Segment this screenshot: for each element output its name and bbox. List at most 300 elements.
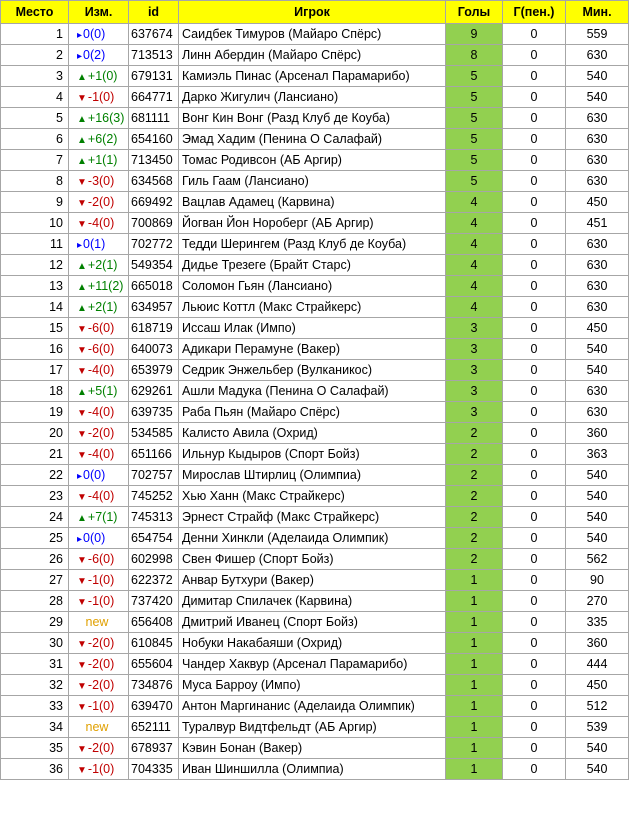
- cell-player[interactable]: Томас Родивсон (АБ Аргир): [179, 150, 446, 171]
- change-value: new: [85, 615, 109, 629]
- cell-place[interactable]: 9: [1, 192, 69, 213]
- cell-penalty-goals[interactable]: 0: [503, 381, 566, 402]
- cell-player[interactable]: Соломон Гьян (Лансиано): [179, 276, 446, 297]
- change-value: +7(1): [87, 510, 118, 524]
- cell-player[interactable]: Димитар Спилачек (Карвина): [179, 591, 446, 612]
- cell-place[interactable]: 4: [1, 87, 69, 108]
- cell-minutes[interactable]: 540: [566, 66, 629, 87]
- cell-player[interactable]: Муса Барроу (Импо): [179, 675, 446, 696]
- cell-player[interactable]: Ильнур Кыдыров (Спорт Бойз): [179, 444, 446, 465]
- change-value: -6(0): [87, 552, 115, 566]
- change-value: +2(1): [87, 258, 118, 272]
- cell-place[interactable]: 13: [1, 276, 69, 297]
- cell-change[interactable]: [69, 423, 129, 444]
- cell-change[interactable]: [69, 654, 129, 675]
- cell-place[interactable]: 31: [1, 654, 69, 675]
- cell-goals[interactable]: 1: [446, 570, 503, 591]
- cell-penalty-goals[interactable]: 0: [503, 759, 566, 780]
- cell-change[interactable]: [69, 129, 129, 150]
- cell-goals[interactable]: 1: [446, 633, 503, 654]
- cell-penalty-goals[interactable]: 0: [503, 738, 566, 759]
- cell-penalty-goals[interactable]: 0: [503, 255, 566, 276]
- cell-minutes[interactable]: 630: [566, 381, 629, 402]
- cell-place[interactable]: 35: [1, 738, 69, 759]
- cell-place[interactable]: 22: [1, 465, 69, 486]
- cell-place[interactable]: 23: [1, 486, 69, 507]
- cell-player[interactable]: Вацлав Адамец (Карвина): [179, 192, 446, 213]
- cell-id[interactable]: 549354: [129, 255, 179, 276]
- table-row: [1, 381, 629, 402]
- arrow-down-icon: ▼: [77, 744, 87, 755]
- arrow-down-icon: ▼: [77, 366, 87, 377]
- cell-change[interactable]: [69, 108, 129, 129]
- cell-goals[interactable]: 1: [446, 654, 503, 675]
- cell-penalty-goals[interactable]: 0: [503, 66, 566, 87]
- cell-minutes[interactable]: 630: [566, 108, 629, 129]
- cell-player[interactable]: Льюис Коттл (Макс Страйкерс): [179, 297, 446, 318]
- cell-place[interactable]: 7: [1, 150, 69, 171]
- cell-id[interactable]: 655604: [129, 654, 179, 675]
- cell-id[interactable]: 664771: [129, 87, 179, 108]
- cell-place[interactable]: 3: [1, 66, 69, 87]
- cell-goals[interactable]: 3: [446, 381, 503, 402]
- cell-minutes[interactable]: 540: [566, 465, 629, 486]
- cell-player[interactable]: Дарко Жигулич (Лансиано): [179, 87, 446, 108]
- cell-goals[interactable]: 2: [446, 465, 503, 486]
- cell-player[interactable]: Свен Фишер (Спорт Бойз): [179, 549, 446, 570]
- cell-minutes[interactable]: 335: [566, 612, 629, 633]
- cell-change[interactable]: [69, 24, 129, 45]
- cell-penalty-goals[interactable]: 0: [503, 570, 566, 591]
- cell-penalty-goals[interactable]: 0: [503, 360, 566, 381]
- cell-minutes[interactable]: 540: [566, 528, 629, 549]
- cell-minutes[interactable]: 450: [566, 318, 629, 339]
- arrow-down-icon: ▼: [77, 681, 87, 692]
- cell-id[interactable]: 665018: [129, 276, 179, 297]
- cell-minutes[interactable]: 630: [566, 171, 629, 192]
- cell-goals[interactable]: 2: [446, 444, 503, 465]
- cell-place[interactable]: 21: [1, 444, 69, 465]
- change-value: -4(0): [87, 447, 115, 461]
- cell-goals[interactable]: 5: [446, 129, 503, 150]
- arrow-down-icon: ▼: [77, 555, 87, 566]
- cell-place[interactable]: 10: [1, 213, 69, 234]
- cell-change[interactable]: [69, 234, 129, 255]
- cell-change[interactable]: [69, 570, 129, 591]
- cell-change[interactable]: [69, 297, 129, 318]
- cell-player[interactable]: Хью Ханн (Макс Страйкерс): [179, 486, 446, 507]
- cell-goals[interactable]: 5: [446, 66, 503, 87]
- cell-penalty-goals[interactable]: 0: [503, 276, 566, 297]
- cell-change[interactable]: [69, 255, 129, 276]
- cell-id[interactable]: 656408: [129, 612, 179, 633]
- cell-place[interactable]: 27: [1, 570, 69, 591]
- cell-change[interactable]: [69, 633, 129, 654]
- cell-id[interactable]: 652111: [129, 717, 179, 738]
- cell-minutes[interactable]: 540: [566, 759, 629, 780]
- cell-penalty-goals[interactable]: 0: [503, 150, 566, 171]
- cell-change[interactable]: [69, 528, 129, 549]
- cell-minutes[interactable]: 630: [566, 45, 629, 66]
- change-value: 0(0): [83, 468, 106, 482]
- cell-player[interactable]: Чандер Хаквур (Арсенал Парамарибо): [179, 654, 446, 675]
- cell-minutes[interactable]: 630: [566, 129, 629, 150]
- cell-player[interactable]: Анвар Бутхури (Вакер): [179, 570, 446, 591]
- cell-penalty-goals[interactable]: 0: [503, 465, 566, 486]
- cell-id[interactable]: 734876: [129, 675, 179, 696]
- table-row: [1, 108, 629, 129]
- cell-minutes[interactable]: 562: [566, 549, 629, 570]
- cell-place[interactable]: 1: [1, 24, 69, 45]
- cell-id[interactable]: 679131: [129, 66, 179, 87]
- cell-change[interactable]: [69, 318, 129, 339]
- cell-player[interactable]: Иссаш Илак (Импо): [179, 318, 446, 339]
- cell-minutes[interactable]: 540: [566, 507, 629, 528]
- cell-player[interactable]: Антон Маргинанис (Аделаида Олимпик): [179, 696, 446, 717]
- cell-minutes[interactable]: 539: [566, 717, 629, 738]
- cell-id[interactable]: 681111: [129, 108, 179, 129]
- cell-id[interactable]: 637674: [129, 24, 179, 45]
- cell-change[interactable]: [69, 465, 129, 486]
- cell-id[interactable]: 602998: [129, 549, 179, 570]
- cell-place[interactable]: 20: [1, 423, 69, 444]
- cell-place[interactable]: 24: [1, 507, 69, 528]
- cell-penalty-goals[interactable]: 0: [503, 129, 566, 150]
- cell-minutes[interactable]: 450: [566, 192, 629, 213]
- header-goals[interactable]: Голы: [446, 1, 503, 24]
- cell-minutes[interactable]: 540: [566, 360, 629, 381]
- table-row: [1, 738, 629, 759]
- table-row: [1, 129, 629, 150]
- cell-penalty-goals[interactable]: 0: [503, 675, 566, 696]
- cell-id[interactable]: 737420: [129, 591, 179, 612]
- cell-player[interactable]: Йогван Йон Норoберг (АБ Аргир): [179, 213, 446, 234]
- cell-goals[interactable]: 4: [446, 276, 503, 297]
- cell-penalty-goals[interactable]: 0: [503, 654, 566, 675]
- table-row: [1, 675, 629, 696]
- cell-goals[interactable]: 9: [446, 24, 503, 45]
- cell-player[interactable]: Дидье Трезеге (Брайт Старс): [179, 255, 446, 276]
- cell-player[interactable]: Саидбек Тимуров (Майаро Спёрс): [179, 24, 446, 45]
- cell-change[interactable]: [69, 549, 129, 570]
- cell-id[interactable]: 629261: [129, 381, 179, 402]
- change-value: -1(0): [87, 573, 115, 587]
- cell-change[interactable]: [69, 276, 129, 297]
- cell-goals[interactable]: 3: [446, 318, 503, 339]
- cell-place[interactable]: 2: [1, 45, 69, 66]
- table-row: [1, 528, 629, 549]
- cell-place[interactable]: 26: [1, 549, 69, 570]
- cell-place[interactable]: 12: [1, 255, 69, 276]
- cell-change[interactable]: [69, 171, 129, 192]
- change-value: +5(1): [87, 384, 118, 398]
- cell-place[interactable]: 16: [1, 339, 69, 360]
- cell-player[interactable]: Калисто Авила (Охрид): [179, 423, 446, 444]
- cell-penalty-goals[interactable]: 0: [503, 591, 566, 612]
- cell-goals[interactable]: 2: [446, 507, 503, 528]
- cell-change[interactable]: [69, 738, 129, 759]
- table-row: [1, 45, 629, 66]
- table-row: [1, 507, 629, 528]
- cell-id[interactable]: 634568: [129, 171, 179, 192]
- cell-change[interactable]: [69, 591, 129, 612]
- cell-goals[interactable]: 2: [446, 423, 503, 444]
- cell-minutes[interactable]: 630: [566, 297, 629, 318]
- cell-id[interactable]: 713450: [129, 150, 179, 171]
- cell-player[interactable]: Раба Пьян (Майаро Спёрс): [179, 402, 446, 423]
- arrow-down-icon: ▼: [77, 492, 87, 503]
- cell-place[interactable]: 6: [1, 129, 69, 150]
- cell-minutes[interactable]: 363: [566, 444, 629, 465]
- arrow-right-icon: ▸: [77, 471, 83, 482]
- table-row: [1, 150, 629, 171]
- cell-goals[interactable]: 1: [446, 675, 503, 696]
- cell-place[interactable]: 8: [1, 171, 69, 192]
- header-id[interactable]: id: [129, 1, 179, 24]
- cell-goals[interactable]: 3: [446, 402, 503, 423]
- cell-player[interactable]: Иван Шиншилла (Олимпиа): [179, 759, 446, 780]
- cell-goals[interactable]: 5: [446, 150, 503, 171]
- cell-penalty-goals[interactable]: 0: [503, 318, 566, 339]
- cell-minutes[interactable]: 630: [566, 150, 629, 171]
- cell-penalty-goals[interactable]: 0: [503, 87, 566, 108]
- cell-id[interactable]: 702757: [129, 465, 179, 486]
- cell-goals[interactable]: 1: [446, 612, 503, 633]
- cell-change[interactable]: [69, 192, 129, 213]
- change-value: +2(1): [87, 300, 118, 314]
- cell-minutes[interactable]: 450: [566, 675, 629, 696]
- cell-player[interactable]: Вонг Кин Вонг (Разд Клуб де Коуба): [179, 108, 446, 129]
- cell-goals[interactable]: 1: [446, 591, 503, 612]
- cell-penalty-goals[interactable]: 0: [503, 696, 566, 717]
- cell-minutes[interactable]: 540: [566, 87, 629, 108]
- cell-id[interactable]: 702772: [129, 234, 179, 255]
- cell-change[interactable]: [69, 213, 129, 234]
- cell-minutes[interactable]: 559: [566, 24, 629, 45]
- cell-change[interactable]: [69, 759, 129, 780]
- cell-goals[interactable]: 1: [446, 759, 503, 780]
- cell-change[interactable]: [69, 696, 129, 717]
- cell-id[interactable]: 610845: [129, 633, 179, 654]
- cell-id[interactable]: 678937: [129, 738, 179, 759]
- cell-penalty-goals[interactable]: 0: [503, 633, 566, 654]
- change-value: -2(0): [87, 636, 115, 650]
- cell-goals[interactable]: 1: [446, 717, 503, 738]
- table-row: [1, 276, 629, 297]
- cell-id[interactable]: 704335: [129, 759, 179, 780]
- cell-place[interactable]: 28: [1, 591, 69, 612]
- cell-place[interactable]: 11: [1, 234, 69, 255]
- cell-goals[interactable]: 4: [446, 192, 503, 213]
- cell-place[interactable]: 34: [1, 717, 69, 738]
- cell-place[interactable]: 25: [1, 528, 69, 549]
- cell-penalty-goals[interactable]: 0: [503, 45, 566, 66]
- cell-minutes[interactable]: 630: [566, 276, 629, 297]
- cell-change[interactable]: [69, 444, 129, 465]
- cell-penalty-goals[interactable]: 0: [503, 507, 566, 528]
- cell-change[interactable]: [69, 486, 129, 507]
- cell-id[interactable]: 700869: [129, 213, 179, 234]
- cell-place[interactable]: 30: [1, 633, 69, 654]
- cell-change[interactable]: [69, 360, 129, 381]
- cell-place[interactable]: 18: [1, 381, 69, 402]
- arrow-down-icon: ▼: [77, 450, 87, 461]
- cell-change[interactable]: [69, 339, 129, 360]
- cell-player[interactable]: Эрнест Страйф (Макс Страйкерс): [179, 507, 446, 528]
- cell-id[interactable]: 745252: [129, 486, 179, 507]
- cell-place[interactable]: 29: [1, 612, 69, 633]
- cell-penalty-goals[interactable]: 0: [503, 717, 566, 738]
- cell-player[interactable]: Тедди Шерингем (Разд Клуб де Коуба): [179, 234, 446, 255]
- cell-minutes[interactable]: 451: [566, 213, 629, 234]
- cell-player[interactable]: Адикари Перамуне (Вакер): [179, 339, 446, 360]
- cell-place[interactable]: 14: [1, 297, 69, 318]
- cell-minutes[interactable]: 90: [566, 570, 629, 591]
- cell-penalty-goals[interactable]: 0: [503, 528, 566, 549]
- cell-penalty-goals[interactable]: 0: [503, 486, 566, 507]
- cell-player[interactable]: Линн Абердин (Майаро Спёрс): [179, 45, 446, 66]
- change-value: -4(0): [87, 405, 115, 419]
- cell-change[interactable]: [69, 717, 129, 738]
- cell-penalty-goals[interactable]: 0: [503, 192, 566, 213]
- cell-place[interactable]: 33: [1, 696, 69, 717]
- cell-place[interactable]: 36: [1, 759, 69, 780]
- cell-minutes[interactable]: 630: [566, 255, 629, 276]
- header-minutes[interactable]: Мин.: [566, 1, 629, 24]
- table-row: [1, 423, 629, 444]
- cell-change[interactable]: [69, 612, 129, 633]
- cell-player[interactable]: Седрик Энжельбер (Вулканикос): [179, 360, 446, 381]
- cell-change[interactable]: [69, 150, 129, 171]
- cell-minutes[interactable]: 360: [566, 633, 629, 654]
- cell-penalty-goals[interactable]: 0: [503, 444, 566, 465]
- cell-player[interactable]: Камиэль Пинас (Арсенал Парамарибо): [179, 66, 446, 87]
- cell-goals[interactable]: 3: [446, 360, 503, 381]
- cell-penalty-goals[interactable]: 0: [503, 339, 566, 360]
- cell-change[interactable]: [69, 87, 129, 108]
- cell-goals[interactable]: 2: [446, 528, 503, 549]
- change-value: -1(0): [87, 762, 115, 776]
- cell-player[interactable]: Кэвин Бонан (Вакер): [179, 738, 446, 759]
- cell-penalty-goals[interactable]: 0: [503, 549, 566, 570]
- change-value: +6(2): [87, 132, 118, 146]
- cell-goals[interactable]: 4: [446, 255, 503, 276]
- cell-player[interactable]: Гиль Гаам (Лансиано): [179, 171, 446, 192]
- cell-minutes[interactable]: 512: [566, 696, 629, 717]
- cell-id[interactable]: 640073: [129, 339, 179, 360]
- cell-penalty-goals[interactable]: 0: [503, 108, 566, 129]
- table-row: [1, 549, 629, 570]
- cell-id[interactable]: 651166: [129, 444, 179, 465]
- cell-minutes[interactable]: 360: [566, 423, 629, 444]
- cell-id[interactable]: 618719: [129, 318, 179, 339]
- header-penalty-goals[interactable]: Г(пен.): [503, 1, 566, 24]
- cell-minutes[interactable]: 540: [566, 339, 629, 360]
- cell-id[interactable]: 622372: [129, 570, 179, 591]
- table-row: [1, 87, 629, 108]
- cell-goals[interactable]: 5: [446, 108, 503, 129]
- cell-place[interactable]: 19: [1, 402, 69, 423]
- cell-id[interactable]: 639735: [129, 402, 179, 423]
- cell-id[interactable]: 745313: [129, 507, 179, 528]
- cell-penalty-goals[interactable]: 0: [503, 402, 566, 423]
- cell-penalty-goals[interactable]: 0: [503, 171, 566, 192]
- cell-goals[interactable]: 4: [446, 213, 503, 234]
- cell-change[interactable]: [69, 45, 129, 66]
- cell-id[interactable]: 534585: [129, 423, 179, 444]
- cell-goals[interactable]: 1: [446, 696, 503, 717]
- cell-id[interactable]: 634957: [129, 297, 179, 318]
- cell-minutes[interactable]: 630: [566, 402, 629, 423]
- cell-place[interactable]: 17: [1, 360, 69, 381]
- cell-place[interactable]: 5: [1, 108, 69, 129]
- cell-place[interactable]: 32: [1, 675, 69, 696]
- arrow-up-icon: ▲: [77, 303, 87, 314]
- header-place[interactable]: Место: [1, 1, 69, 24]
- change-value: +11(2): [87, 279, 124, 293]
- cell-player[interactable]: Ашли Мадука (Пенина О Салафай): [179, 381, 446, 402]
- cell-minutes[interactable]: 270: [566, 591, 629, 612]
- cell-penalty-goals[interactable]: 0: [503, 297, 566, 318]
- header-player[interactable]: Игрок: [179, 1, 446, 24]
- cell-goals[interactable]: 2: [446, 549, 503, 570]
- cell-player[interactable]: Эмад Хадим (Пенина О Салафай): [179, 129, 446, 150]
- cell-goals[interactable]: 3: [446, 339, 503, 360]
- cell-minutes[interactable]: 540: [566, 738, 629, 759]
- cell-goals[interactable]: 1: [446, 738, 503, 759]
- cell-change[interactable]: [69, 66, 129, 87]
- arrow-down-icon: ▼: [77, 639, 87, 650]
- cell-player[interactable]: Туралвур Видтфельдт (АБ Аргир): [179, 717, 446, 738]
- cell-id[interactable]: 639470: [129, 696, 179, 717]
- cell-player[interactable]: Денни Хинкли (Аделаида Олимпик): [179, 528, 446, 549]
- cell-id[interactable]: 669492: [129, 192, 179, 213]
- cell-place[interactable]: 15: [1, 318, 69, 339]
- cell-penalty-goals[interactable]: 0: [503, 24, 566, 45]
- cell-player[interactable]: Дмитрий Иванец (Спорт Бойз): [179, 612, 446, 633]
- cell-penalty-goals[interactable]: 0: [503, 423, 566, 444]
- cell-goals[interactable]: 5: [446, 87, 503, 108]
- cell-change[interactable]: [69, 402, 129, 423]
- arrow-up-icon: ▲: [77, 513, 87, 524]
- cell-goals[interactable]: 4: [446, 234, 503, 255]
- cell-change[interactable]: [69, 675, 129, 696]
- cell-id[interactable]: 653979: [129, 360, 179, 381]
- cell-goals[interactable]: 2: [446, 486, 503, 507]
- cell-goals[interactable]: 4: [446, 297, 503, 318]
- cell-player[interactable]: Мирослав Штирлиц (Олимпиа): [179, 465, 446, 486]
- table-row: [1, 612, 629, 633]
- cell-penalty-goals[interactable]: 0: [503, 612, 566, 633]
- cell-minutes[interactable]: 444: [566, 654, 629, 675]
- cell-goals[interactable]: 8: [446, 45, 503, 66]
- change-value: -1(0): [87, 699, 115, 713]
- arrow-up-icon: ▲: [77, 261, 87, 272]
- cell-penalty-goals[interactable]: 0: [503, 234, 566, 255]
- cell-id[interactable]: 654160: [129, 129, 179, 150]
- cell-player[interactable]: Нобуки Накабаяши (Охрид): [179, 633, 446, 654]
- cell-change[interactable]: [69, 507, 129, 528]
- cell-change[interactable]: [69, 381, 129, 402]
- arrow-right-icon: ▸: [77, 240, 83, 251]
- cell-penalty-goals[interactable]: 0: [503, 213, 566, 234]
- header-change[interactable]: Изм.: [69, 1, 129, 24]
- cell-minutes[interactable]: 540: [566, 486, 629, 507]
- cell-minutes[interactable]: 630: [566, 234, 629, 255]
- cell-goals[interactable]: 5: [446, 171, 503, 192]
- cell-id[interactable]: 713513: [129, 45, 179, 66]
- cell-id[interactable]: 654754: [129, 528, 179, 549]
